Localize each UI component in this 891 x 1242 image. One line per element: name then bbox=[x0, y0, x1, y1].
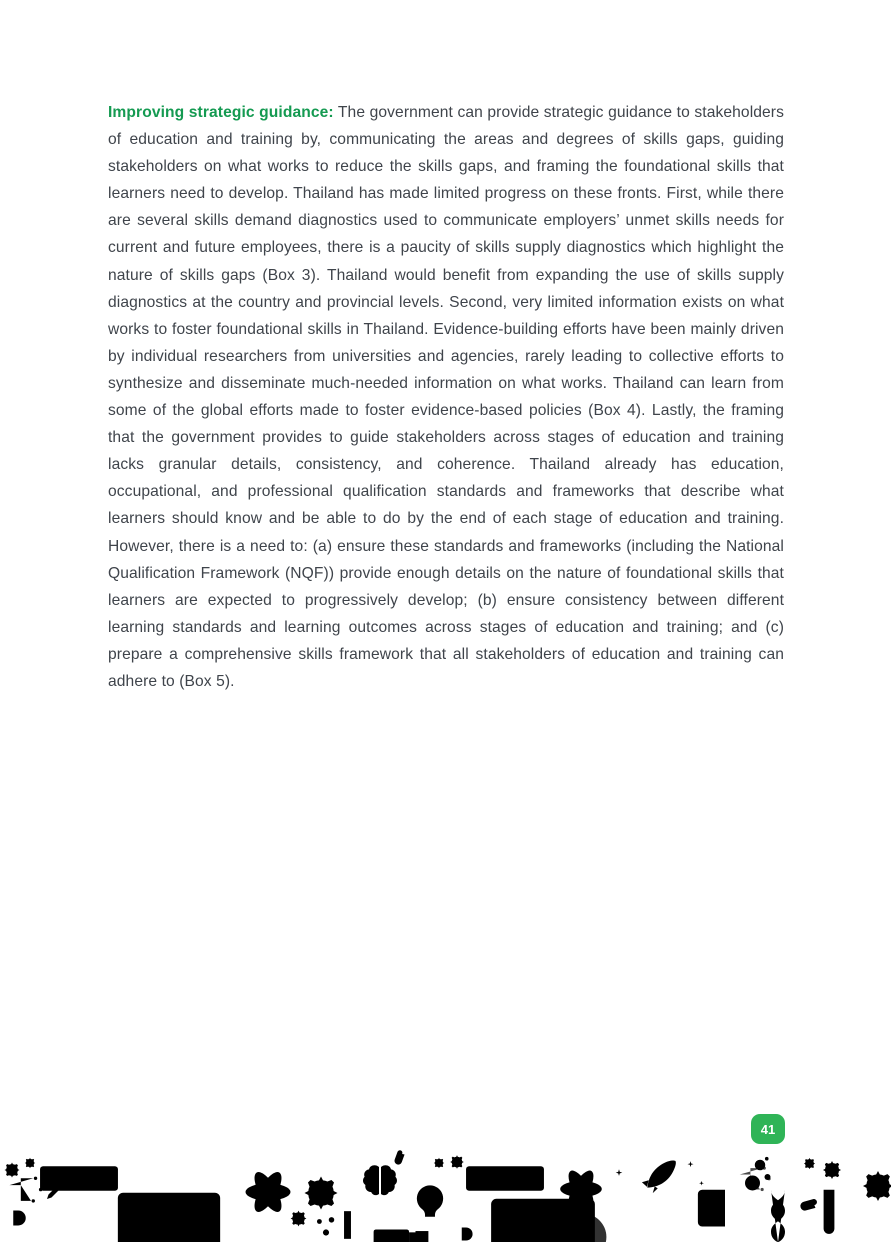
swirl-icon bbox=[556, 1210, 610, 1242]
testtube-icon bbox=[818, 1188, 840, 1242]
plug-icon bbox=[2, 1208, 32, 1228]
atom-icon bbox=[241, 1165, 295, 1219]
paragraph-body-text: The government can provide strategic guidance to stakeholders of education and training by, communicating the areas and degrees of skills gaps, guiding stakeholders on what works to reduce the skills gaps, and framing the foundational skills that learners need to develop. Thailand has made limited progress on these fronts. First, while there are several skills demand diagnostics used to communicate employers’ unmet skills needs for current and future employees, there is a paucity of skills supply diagnostics which highlight the nature of skills gaps (Box 3). Thailand would benefit from expanding the use of skills supply diagnostics at the country and provincial levels. Second, very limited information exists on what works to foster foundational skills in Thailand. Evidence-building efforts have been mainly driven by individual researchers from universities and agencies, rarely leading to collective efforts to synthesize and disseminate much-needed information on what works. Thailand can learn from some of the global efforts made to foster evidence-based policies (Box 4). Lastly, the framing that the government provides to guide stakeholders across stages of education and training lacks granular details, consistency, and coherence. Thailand already has education, occupational, and professional qualification standards and frameworks that describe what learners should know and be able to do by the end of each stage of education and training. However, there is a need to: (a) ensure these standards and frameworks (including the National Qualification Framework (NQF)) provide enough details on the nature of foundational skills that learners are expected to progressively develop; (b) ensure consistency between different learning standards and learning outcomes across stages of education and training; and (c) prepare a comprehensive skills framework that all stakeholders of education and training can adhere to (Box 5). bbox=[108, 104, 784, 690]
server-icon bbox=[464, 1164, 546, 1193]
paragraph-lead-heading: Improving strategic guidance: bbox=[108, 104, 334, 121]
page-content bbox=[108, 99, 784, 695]
circuit-icon bbox=[738, 1166, 782, 1198]
monitor-icon bbox=[115, 1190, 223, 1242]
gear-icon bbox=[23, 1156, 37, 1170]
gear-icon bbox=[858, 1166, 891, 1206]
gear-icon bbox=[820, 1158, 844, 1182]
star-icon bbox=[614, 1168, 624, 1178]
usb-icon bbox=[372, 1226, 430, 1242]
gear-icon bbox=[288, 1208, 309, 1229]
gear-icon bbox=[432, 1156, 446, 1170]
star-icon bbox=[686, 1160, 695, 1169]
gear-icon bbox=[802, 1156, 817, 1171]
page-number: 41 bbox=[760, 1121, 776, 1137]
book-icon bbox=[690, 1186, 732, 1232]
page-number-badge bbox=[751, 1114, 785, 1144]
atom-icon bbox=[556, 1164, 606, 1214]
footer-doodle-band bbox=[0, 1148, 891, 1242]
molecule-icon bbox=[315, 1216, 337, 1238]
rocket-icon bbox=[630, 1153, 682, 1205]
main-paragraph bbox=[108, 99, 784, 695]
pencil-icon bbox=[44, 1184, 62, 1202]
pillar-icon bbox=[341, 1210, 354, 1240]
plug-icon bbox=[452, 1225, 478, 1242]
